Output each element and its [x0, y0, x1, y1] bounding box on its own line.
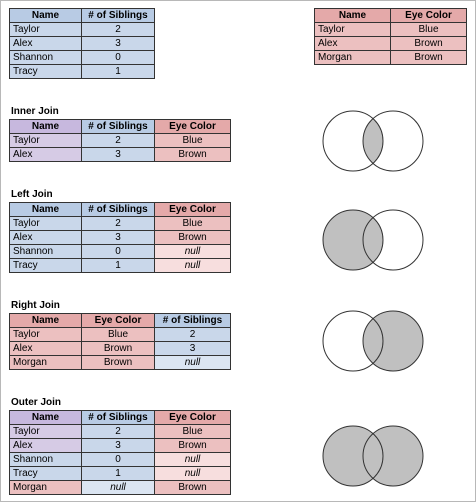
cell-eye-color: Brown	[82, 342, 155, 356]
cell-eye-color-null: null	[155, 467, 231, 481]
cell-name: Tracy	[10, 467, 82, 481]
col-header-eye-color: Eye Color	[155, 120, 231, 134]
venn-right-circle	[363, 311, 423, 371]
cell-name: Alex	[10, 37, 82, 51]
table-row	[10, 51, 155, 65]
cell-eye-color-null: null	[155, 245, 231, 259]
cell-siblings: 2	[82, 425, 155, 439]
cell-eye-color: Brown	[391, 37, 467, 51]
cell-name: Alex	[10, 148, 82, 162]
left-join-title: Left Join	[11, 189, 53, 200]
inner-join-venn	[318, 106, 428, 176]
cell-siblings: 3	[82, 439, 155, 453]
cell-eye-color: Brown	[155, 481, 231, 495]
table-header-row	[10, 203, 231, 217]
cell-siblings: 3	[82, 148, 155, 162]
cell-name: Morgan	[10, 356, 82, 370]
right-join-title: Right Join	[11, 300, 60, 311]
right-join-table	[9, 313, 231, 370]
col-header-siblings: # of Siblings	[82, 203, 155, 217]
right-join-venn	[318, 306, 428, 376]
col-header-eye-color: Eye Color	[155, 411, 231, 425]
cell-name: Shannon	[10, 245, 82, 259]
table-row	[10, 467, 231, 481]
cell-eye-color: Blue	[155, 425, 231, 439]
table-row	[10, 328, 231, 342]
table-row	[10, 231, 231, 245]
outer-join-title: Outer Join	[11, 397, 62, 408]
cell-name: Alex	[10, 439, 82, 453]
inner-join-title: Inner Join	[11, 106, 59, 117]
table-row	[315, 37, 467, 51]
col-header-name: Name	[10, 411, 82, 425]
cell-eye-color: Brown	[155, 439, 231, 453]
cell-siblings: 3	[155, 342, 231, 356]
col-header-siblings: # of Siblings	[82, 120, 155, 134]
table-row	[10, 342, 231, 356]
outer-join-venn	[318, 421, 428, 491]
cell-siblings: 2	[155, 328, 231, 342]
cell-eye-color: Brown	[155, 231, 231, 245]
table-header-row	[10, 411, 231, 425]
cell-siblings: 3	[82, 231, 155, 245]
cell-eye-color: Blue	[82, 328, 155, 342]
table-header-row	[315, 9, 467, 23]
cell-name: Taylor	[10, 328, 82, 342]
cell-siblings: 0	[82, 453, 155, 467]
left-join-table	[9, 202, 231, 273]
cell-siblings-null: null	[155, 356, 231, 370]
table-row	[10, 425, 231, 439]
col-header-siblings: # of Siblings	[155, 314, 231, 328]
cell-siblings: 1	[82, 65, 155, 79]
cell-siblings: 0	[82, 245, 155, 259]
col-header-name: Name	[10, 203, 82, 217]
table-row	[10, 134, 231, 148]
col-header-name: Name	[10, 314, 82, 328]
cell-eye-color: Brown	[82, 356, 155, 370]
cell-name: Alex	[315, 37, 391, 51]
left-join-venn	[318, 205, 428, 275]
col-header-name: Name	[315, 9, 391, 23]
cell-eye-color: Blue	[155, 134, 231, 148]
cell-siblings: 1	[82, 467, 155, 481]
cell-eye-color: Blue	[391, 23, 467, 37]
cell-name: Tracy	[10, 65, 82, 79]
siblings-table	[9, 8, 155, 79]
cell-siblings: 2	[82, 134, 155, 148]
cell-siblings: 3	[82, 37, 155, 51]
cell-name: Taylor	[10, 425, 82, 439]
cell-name: Morgan	[315, 51, 391, 65]
col-header-siblings: # of Siblings	[82, 9, 155, 23]
table-row	[315, 51, 467, 65]
col-header-eye-color: Eye Color	[391, 9, 467, 23]
cell-eye-color: Blue	[155, 217, 231, 231]
table-row	[10, 23, 155, 37]
col-header-siblings: # of Siblings	[82, 411, 155, 425]
cell-name: Morgan	[10, 481, 82, 495]
cell-name: Taylor	[10, 134, 82, 148]
col-header-eye-color: Eye Color	[82, 314, 155, 328]
cell-eye-color: Brown	[391, 51, 467, 65]
cell-siblings: 2	[82, 217, 155, 231]
cell-siblings-null: null	[82, 481, 155, 495]
col-header-name: Name	[10, 120, 82, 134]
cell-name: Tracy	[10, 259, 82, 273]
cell-eye-color-null: null	[155, 259, 231, 273]
table-row	[10, 259, 231, 273]
table-header-row	[10, 9, 155, 23]
venn-left-circle	[323, 210, 383, 270]
cell-name: Alex	[10, 231, 82, 245]
cell-name: Taylor	[10, 23, 82, 37]
cell-eye-color: Brown	[155, 148, 231, 162]
cell-name: Shannon	[10, 453, 82, 467]
cell-siblings: 2	[82, 23, 155, 37]
table-row	[10, 356, 231, 370]
table-row	[10, 439, 231, 453]
table-row	[315, 23, 467, 37]
table-row	[10, 245, 231, 259]
table-row	[10, 37, 155, 51]
table-header-row	[10, 120, 231, 134]
cell-siblings: 1	[82, 259, 155, 273]
cell-name: Taylor	[10, 217, 82, 231]
cell-name: Alex	[10, 342, 82, 356]
table-row	[10, 148, 231, 162]
table-header-row	[10, 314, 231, 328]
table-row	[10, 453, 231, 467]
cell-eye-color-null: null	[155, 453, 231, 467]
table-row	[10, 481, 231, 495]
eye-color-table	[314, 8, 467, 65]
col-header-name: Name	[10, 9, 82, 23]
inner-join-table	[9, 119, 231, 162]
cell-name: Shannon	[10, 51, 82, 65]
cell-name: Taylor	[315, 23, 391, 37]
table-row	[10, 65, 155, 79]
cell-siblings: 0	[82, 51, 155, 65]
col-header-eye-color: Eye Color	[155, 203, 231, 217]
outer-join-table	[9, 410, 231, 495]
table-row	[10, 217, 231, 231]
